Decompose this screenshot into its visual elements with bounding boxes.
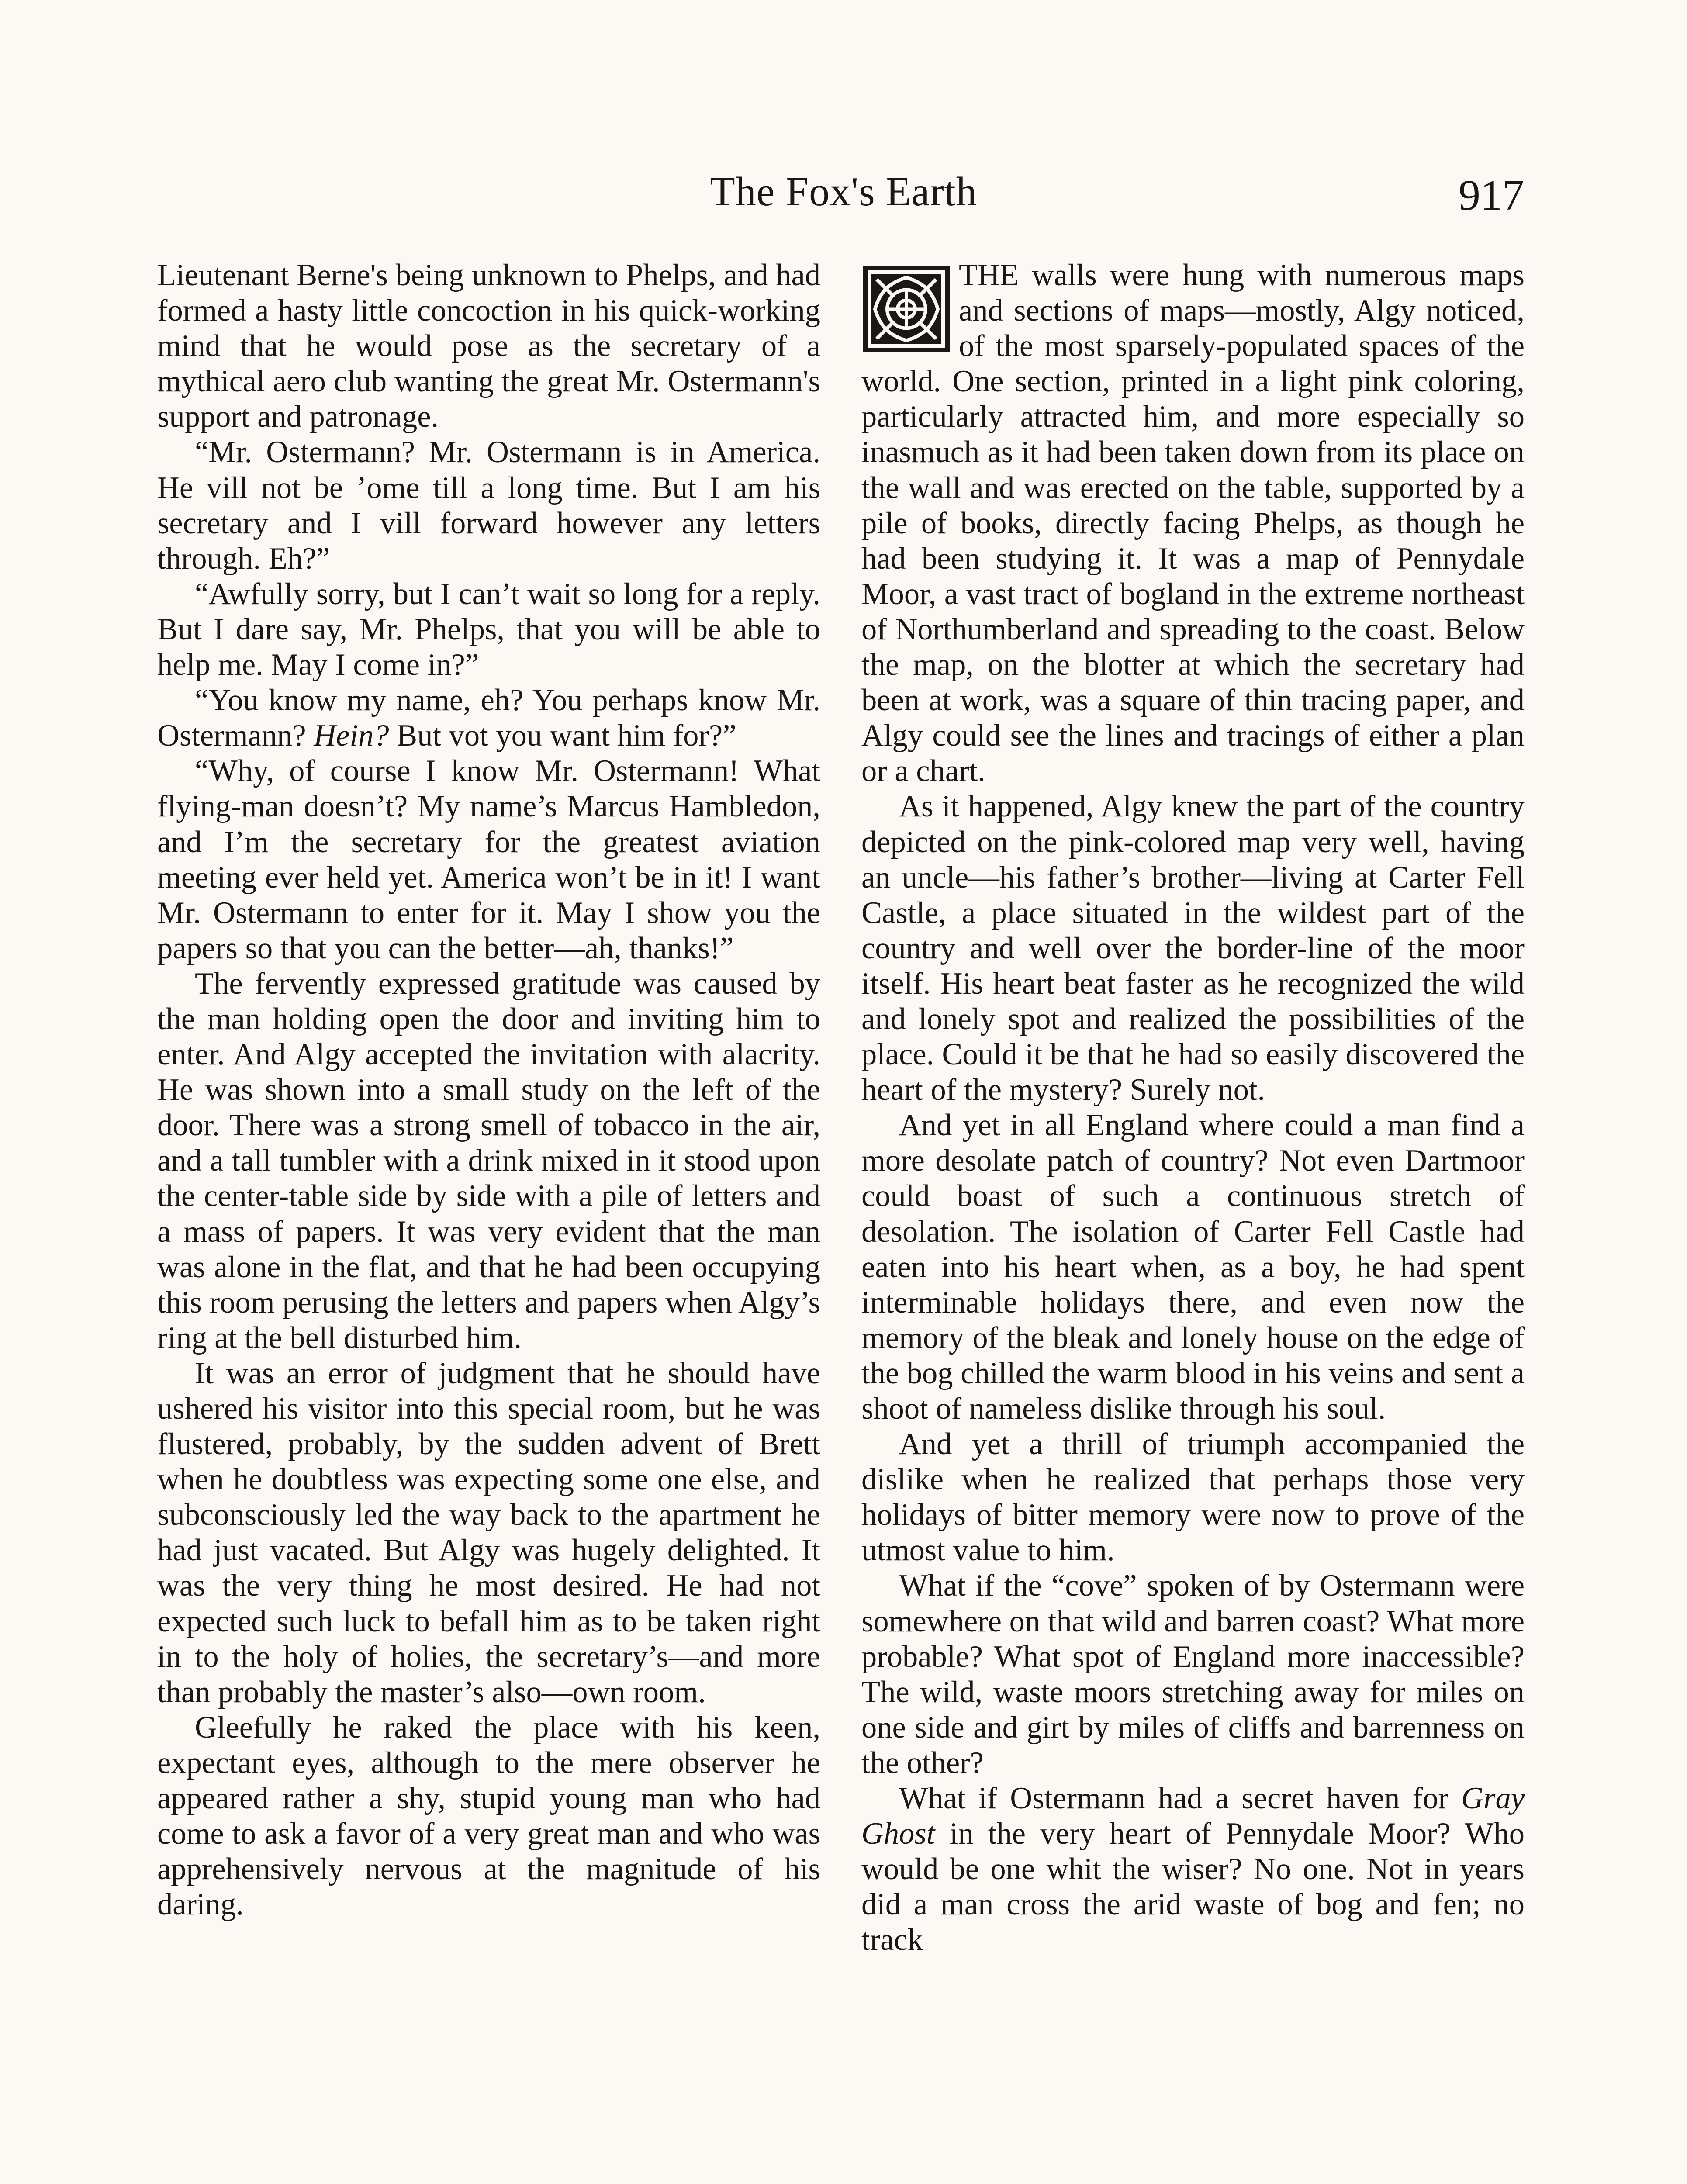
paragraph: [157, 753, 820, 966]
text-run: in the very heart of Pennydale Moor? Who would be one whit the wiser? No one. Not in years did a man cross the arid waste of bog and fen; no track: [861, 1817, 1525, 1957]
text-run: What if the “cove” spoken of by Ostermann were somewhere on that wild and barren coast? What more probable? What spot of England more inaccessible? The wild, waste moors stretching away for miles on one side and girt by miles of cliffs and barrenness on the other?: [861, 1569, 1525, 1780]
page-number: 917: [1459, 171, 1524, 219]
page-header: [0, 168, 1687, 229]
right-text-column: [861, 258, 1525, 1958]
paragraph: [157, 258, 820, 435]
text-run: THE walls were hung with numerous maps and sections of maps—mostly, Algy noticed, of the most sparsely-populated spaces of the world. One section, printed in a light pink coloring, particularly attracted him, and more especially so inasmuch as it had been taken down from its place on the wall and was erected on the table, supported by a pile of books, directly facing Phelps, as though he had been studying it. It was a map of Pennydale Moor, a vast tract of bogland in the extreme northeast of Northumberland and spreading to the coast. Below the map, on the blotter at which the secretary had been at work, was a square of thin tracing paper, and Algy could see the lines and tracings of either a plan or a chart.: [861, 258, 1525, 788]
ornamental-knot-icon: [861, 263, 951, 355]
text-run: Gleefully he raked the place with his keen, expectant eyes, although to the mere observer he appeared rather a shy, stupid young man who had come to ask a favor of a very great man and who was apprehensively nervous at the magnitude of his daring.: [157, 1710, 820, 1922]
text-run: Lieutenant Berne's being unknown to Phelps, and had formed a hasty little concoction in his quick-working mind that he would pose as the secretary of a mythical aero club wanting the great Mr. Ostermann's support and patronage.: [157, 258, 820, 434]
paragraph: [157, 1710, 820, 1923]
italic-text: Hein?: [314, 719, 389, 753]
text-run: “You know my name, eh? You perhaps know Mr. Ostermann?: [157, 683, 820, 753]
text-run: The fervently expressed gratitude was caused by the man holding open the door and inviting him to enter. And Algy accepted the invitation with alacrity. He was shown into a small study on the left of the door. There was a strong smell of tobacco in the air, and a tall tumbler with a drink mixed in it stood upon the center-table side by side with a pile of letters and a mass of papers. It was very evident that the man was alone in the flat, and that he had been occupying this room perusing the letters and papers when Algy’s ring at the bell disturbed him.: [157, 966, 820, 1355]
text-run: “Awfully sorry, but I can’t wait so long for a reply. But I dare say, Mr. Phelps, that you will be able to help me. May I come in?”: [157, 577, 820, 682]
paragraph: [861, 1568, 1525, 1781]
paragraph: [157, 683, 820, 753]
left-text-column: [157, 258, 820, 1922]
paragraph: [861, 1781, 1525, 1958]
text-run: And yet a thrill of triumph accompanied the dislike when he realized that perhaps those very holidays of bitter memory were now to prove of the utmost value to him.: [861, 1427, 1525, 1568]
paragraph: [861, 789, 1525, 1108]
paragraph: [861, 1108, 1525, 1427]
paragraph: [157, 577, 820, 683]
paragraph: [157, 1356, 820, 1710]
paragraph: [861, 258, 1525, 789]
paragraph: [861, 1427, 1525, 1568]
paragraph: [157, 966, 820, 1356]
text-run: It was an error of judgment that he should have ushered his visitor into this special room, but he was flustered, probably, by the sudden advent of Brett when he doubtless was expecting some one else, and subconsciously led the way back to the apartment he had just vacated. But Algy was hugely delighted. It was the very thing he most desired. He had not expected such luck to befall him as to be taken right in to the holy of holies, the secretary’s—and more than probably the master’s also—own room.: [157, 1356, 820, 1709]
text-run: As it happened, Algy knew the part of the country depicted on the pink-colored map very well, having an uncle—his father’s brother—living at Carter Fell Castle, a place situated in the wildest part of the country and well over the border-line of the moor itself. His heart beat faster as he recognized the wild and lonely spot and realized the possibilities of the place. Could it be that he had so easily discovered the heart of the mystery? Surely not.: [861, 789, 1525, 1107]
running-title: The Fox's Earth: [710, 169, 977, 214]
text-run: What if Ostermann had a secret haven for: [899, 1781, 1462, 1816]
text-run: And yet in all England where could a man find a more desolate patch of country? Not even Dartmoor could boast of such a continuous stretch of desolation. The isolation of Carter Fell Castle had eaten into his heart when, as a boy, he had spent interminable holidays there, and even now the memory of the bleak and lonely house on the edge of the bog chilled the warm blood in his veins and sent a shoot of nameless dislike through his soul.: [861, 1108, 1525, 1426]
italic-text: Gray Ghost: [861, 1781, 1525, 1851]
text-run: “Why, of course I know Mr. Ostermann! What flying-man doesn’t? My name’s Marcus Hambledon, and I’m the secretary for the greatest aviation meeting ever held yet. America won’t be in it! I want Mr. Ostermann to enter for it. May I show you the papers so that you can the better—ah, thanks!”: [157, 754, 820, 965]
paragraph: [157, 435, 820, 576]
text-run: But vot you want him for?”: [389, 719, 736, 753]
text-run: “Mr. Ostermann? Mr. Ostermann is in America. He vill not be ’ome till a long time. But I am his secretary and I vill forward however any letters through. Eh?”: [157, 435, 820, 576]
